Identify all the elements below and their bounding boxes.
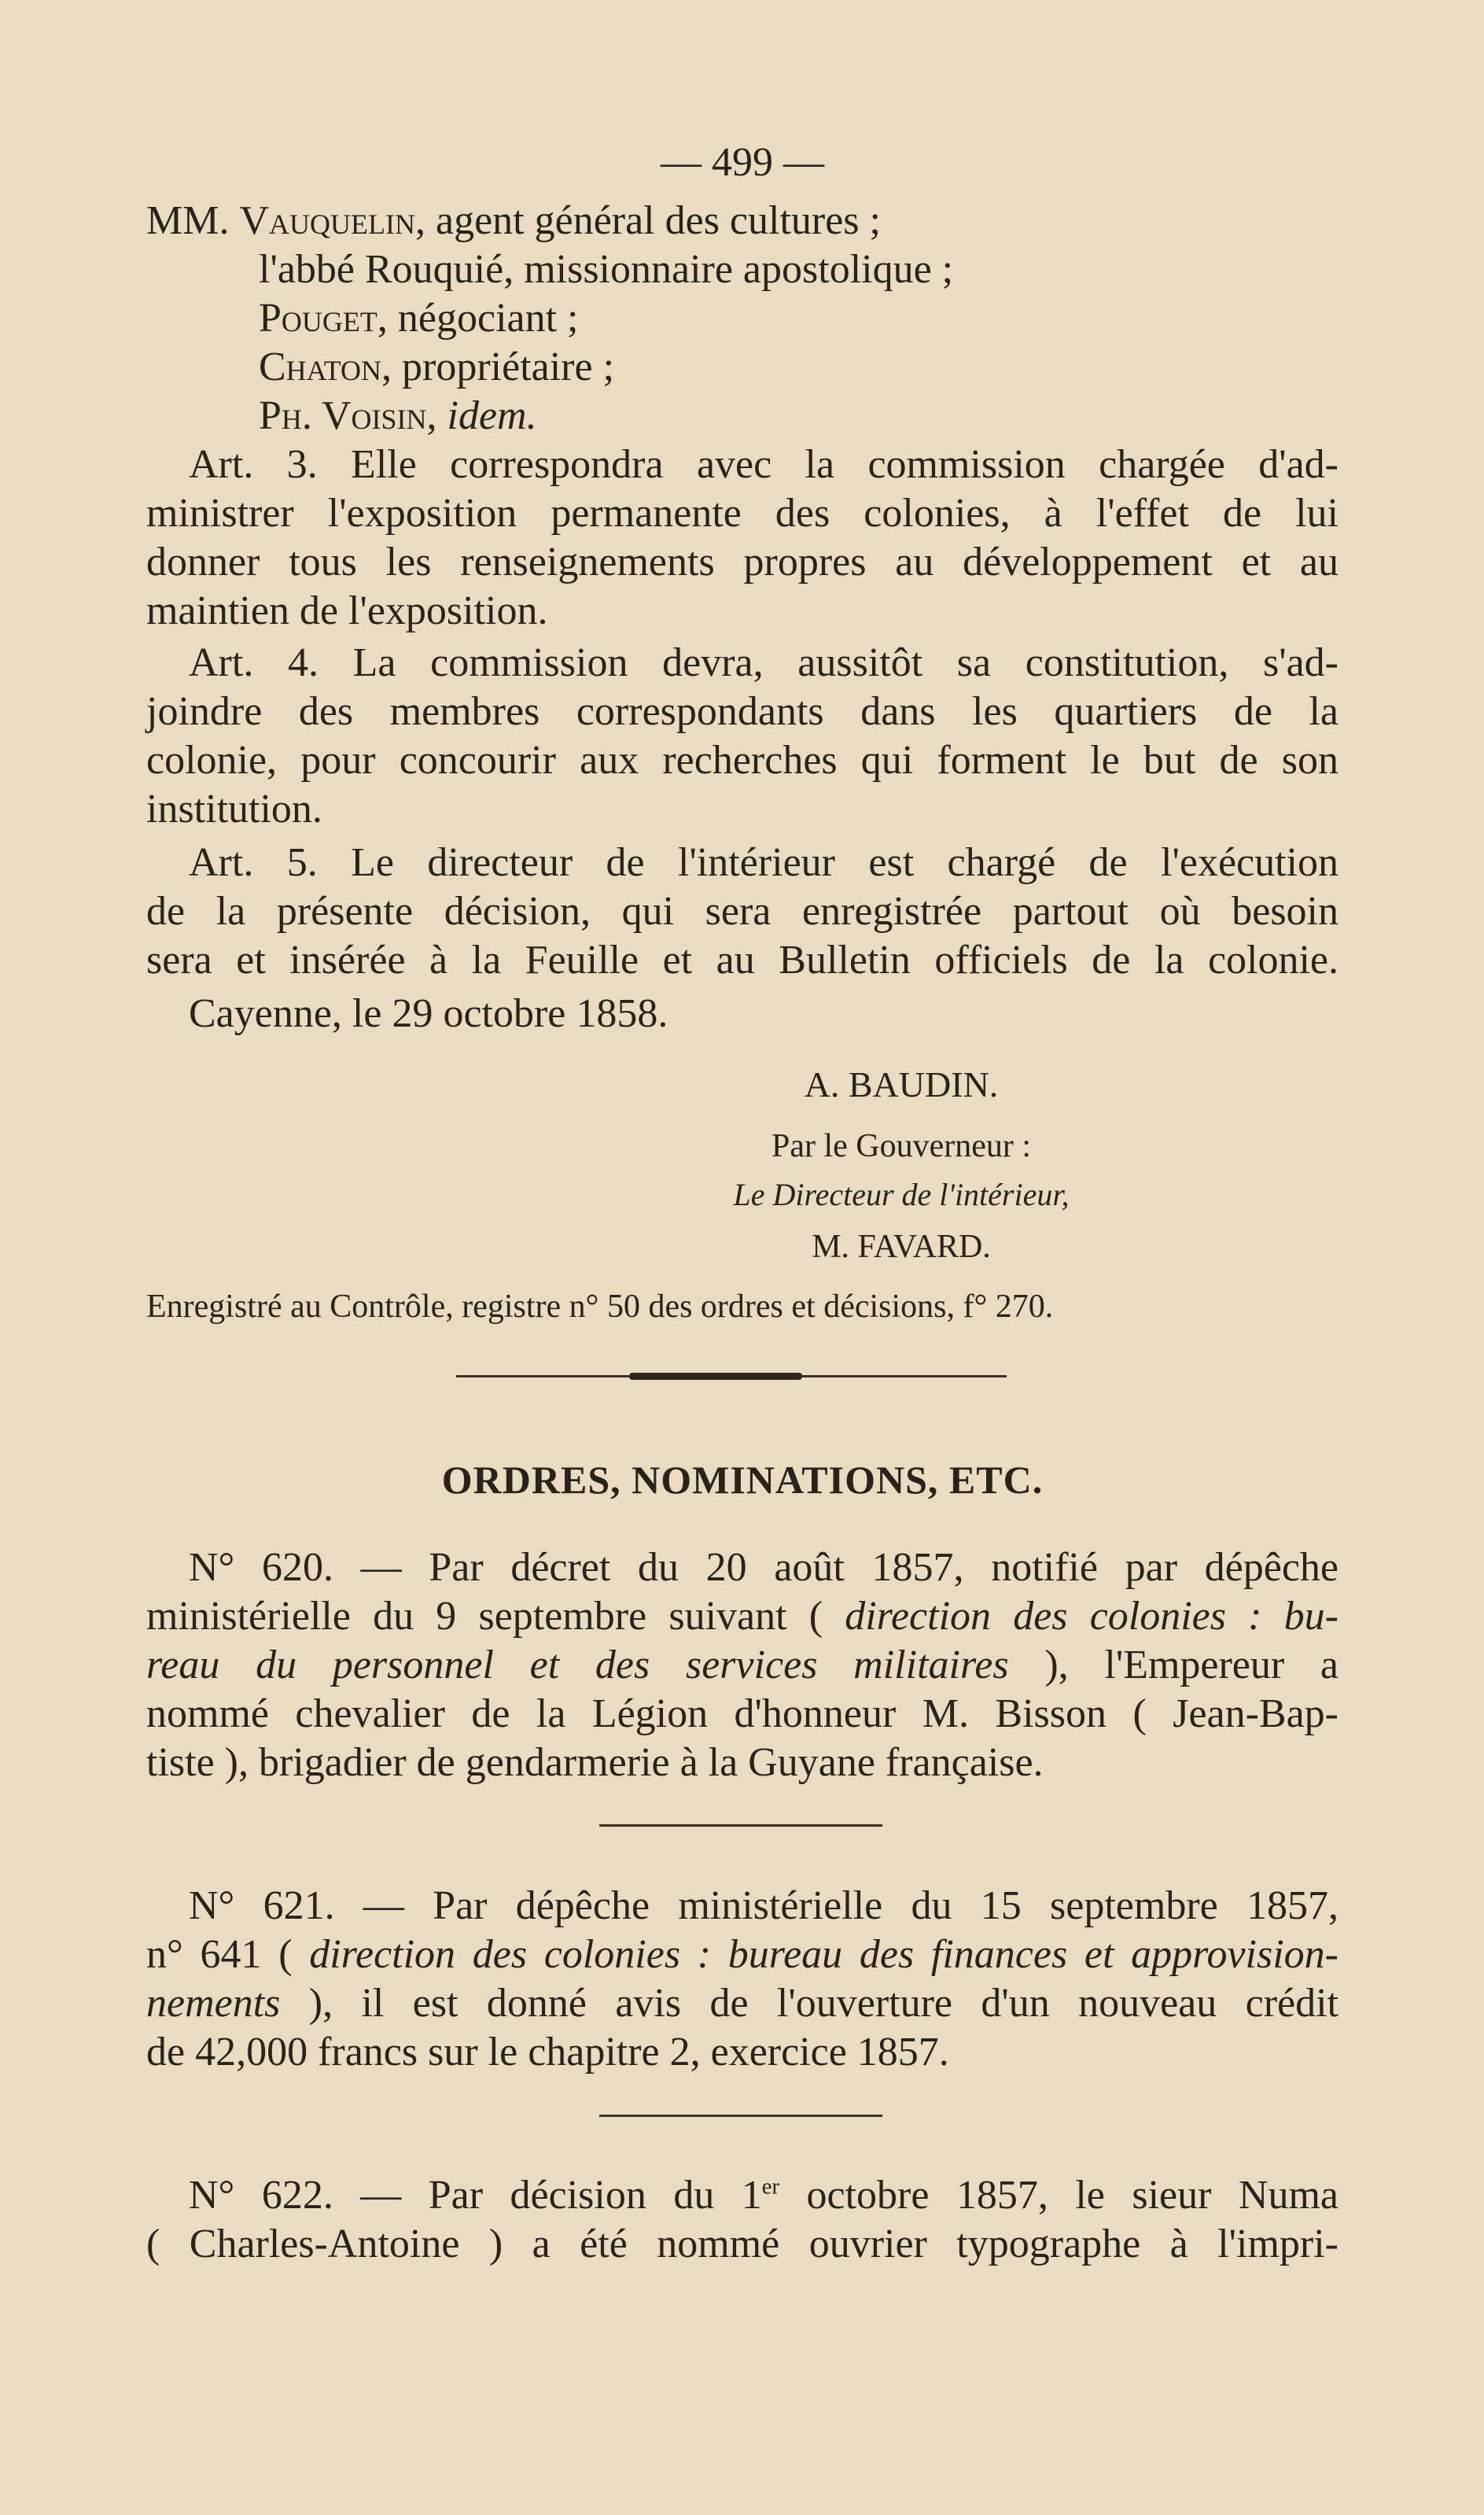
page-number: — 499 — — [661, 140, 824, 185]
member-idem: idem. — [447, 393, 537, 438]
entry620-line-3 — [146, 1641, 1339, 1690]
member-role: , négociant ; — [377, 296, 579, 341]
member-role: , — [426, 393, 447, 438]
entry620-line-4: nommé chevalier de la Légion d'honneur M. Bisson ( Jean-Bap- — [146, 1691, 1339, 1736]
member-role: , agent général des cultures ; — [415, 198, 881, 243]
article3-line-4: maintien de l'exposition. — [146, 588, 548, 633]
member-role: , missionnaire apostolique ; — [503, 247, 954, 292]
entry-divider-2 — [599, 2115, 882, 2117]
entry620-italic: reau du personnel et des services militaires — [146, 1643, 1009, 1687]
entry621-italic: direction des colonies : bureau des finances et approvision- — [309, 1932, 1339, 1977]
date-line: Cayenne, le 29 octobre 1858. — [189, 991, 668, 1036]
signature-by: Par le Gouverneur : — [771, 1128, 1032, 1164]
section-divider-accent — [629, 1373, 802, 1380]
article5-line-3: sera et insérée à la Feuille et au Bulletin officiels de la colonie. — [146, 938, 1339, 983]
entry621-text: ), il est donné avis de l'ouverture d'un nouveau crédit — [280, 1981, 1339, 2026]
entry621-line-1: N° 621. — Par dépêche ministérielle du 15 septembre 1857, — [189, 1883, 1339, 1928]
article3-line-3: donner tous les renseignements propres au développement et au — [146, 540, 1339, 584]
entry621-text: n° 641 ( — [146, 1932, 310, 1977]
article4-line-3: colonie, pour concourir aux recherches qui forment le but de son — [146, 738, 1339, 783]
entry620-line-2 — [146, 1592, 1339, 1641]
entry620-line-1: N° 620. — Par décret du 20 août 1857, notifié par dépêche — [189, 1545, 1339, 1590]
member-line-2 — [259, 245, 1451, 294]
entry620-italic: direction des colonies : bu- — [845, 1594, 1339, 1639]
member-name: Chaton — [259, 345, 382, 389]
entry620-text: ), l'Empereur a — [1008, 1643, 1339, 1687]
article4-line-1: Art. 4. La commission devra, aussitôt sa constitution, s'ad- — [189, 640, 1339, 685]
article3-line-2: ministrer l'exposition permanente des colonies, à l'effet de lui — [146, 491, 1339, 536]
entry620-line-5: tiste ), brigadier de gendarmerie à la Guyane française. — [146, 1740, 1044, 1785]
article5-line-2: de la présente décision, qui sera enregistrée partout où besoin — [146, 889, 1339, 934]
section-heading: ORDRES, NOMINATIONS, ETC. — [441, 1458, 1044, 1502]
member-line-3 — [259, 294, 1451, 343]
entry620-text: ministérielle du 9 septembre suivant ( — [146, 1594, 845, 1639]
member-line-5 — [259, 392, 1451, 441]
member-name: Vauquelin — [239, 198, 415, 243]
entry622-line-1 — [189, 2171, 1339, 2220]
signature-signer: M. FAVARD. — [812, 1229, 991, 1265]
registration-note: Enregistré au Contrôle, registre n° 50 des ordres et décisions, f° 270. — [146, 1289, 1054, 1325]
entry621-line-2 — [146, 1931, 1339, 1979]
entry622-text: octobre 1857, le sieur Numa — [779, 2173, 1339, 2218]
entry622-superscript: er — [761, 2174, 780, 2200]
article4-line-4: institution. — [146, 787, 322, 832]
article5-line-1: Art. 5. Le directeur de l'intérieur est chargé de l'exécution — [189, 840, 1339, 885]
signature-name: A. BAUDIN. — [804, 1064, 999, 1104]
entry622-line-2: ( Charles-Antoine ) a été nommé ouvrier typographe à l'impri- — [146, 2222, 1339, 2266]
member-prefix: MM. — [146, 198, 240, 243]
article4-line-2: joindre des membres correspondants dans les quartiers de la — [146, 689, 1339, 734]
article3-line-1: Art. 3. Elle correspondra avec la commission chargée d'ad- — [189, 442, 1339, 487]
member-line-4 — [259, 343, 1451, 392]
entry-divider-1 — [599, 1824, 882, 1827]
entry622-text: N° 622. — Par décision du 1 — [189, 2173, 762, 2218]
member-line-1 — [146, 197, 1339, 245]
signature-title: Le Directeur de l'intérieur, — [733, 1177, 1070, 1212]
member-name: Pouget — [259, 296, 377, 341]
member-name: Ph. Voisin — [259, 393, 427, 438]
member-name: l'abbé Rouquié — [259, 247, 504, 292]
entry621-line-4: de 42,000 francs sur le chapitre 2, exercice 1857. — [146, 2030, 949, 2074]
entry621-italic: nements — [146, 1981, 281, 2026]
entry621-line-3 — [146, 1979, 1339, 2028]
member-role: , propriétaire ; — [381, 345, 615, 389]
